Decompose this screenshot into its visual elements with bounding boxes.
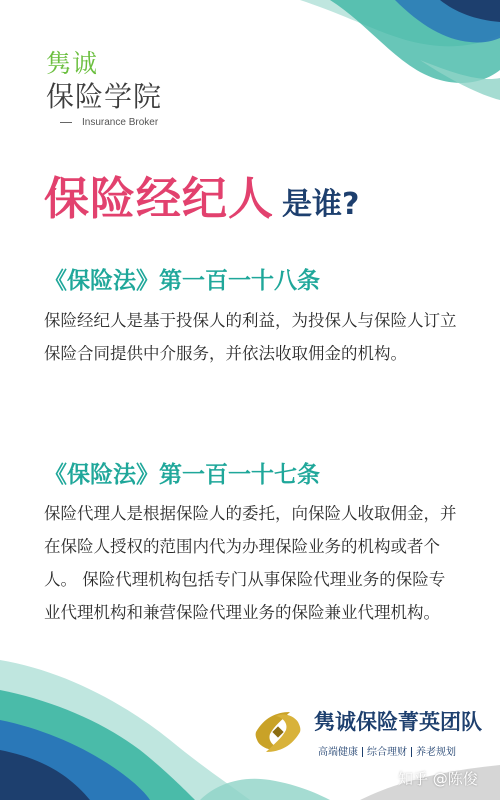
section-body-article-117: 保险代理人是根据保险人的委托，向保险人收取佣金，并在保险人授权的范围内代为办理保险业务的机构或者个人。 保险代理机构包括专门从事保险代理业务的保险专业代理机构和兼营保险代理业务的保险兼业代理机构。 [44,504,457,622]
team-logo-icon [250,704,306,760]
zhihu-watermark: 知乎 @陈俊 [398,770,478,788]
brand-block [46,50,162,114]
tag-retirement: 养老规划 [416,747,456,758]
team-tagline [318,743,456,758]
section-body-article-118: 保险经纪人是基于投保人的利益，为投保人与保险人订立保险合同提供中介服务，并依法收取佣金的机构。 [44,311,457,363]
headline-suffix: 是谁? [282,187,360,222]
team-name: 隽诚保险菁英团队 [314,710,482,734]
tag-health: 高端健康 [318,747,358,758]
tag-separator [362,747,363,757]
tag-finance: 综合理财 [367,747,407,758]
brand-subtitle: 保险学院 [46,80,163,113]
brand-name: 隽诚 [46,49,99,78]
tag-separator [411,747,412,757]
section-title-article-118: 《保险法》第一百一十八条 [44,268,320,294]
tagline-dash [60,122,72,123]
section-title-article-117: 《保险法》第一百一十七条 [44,462,320,488]
brand-tagline [60,117,158,128]
headline-main: 保险经纪人 [44,172,275,225]
brand-tagline-text: Insurance Broker [82,117,159,128]
headline [44,162,359,227]
